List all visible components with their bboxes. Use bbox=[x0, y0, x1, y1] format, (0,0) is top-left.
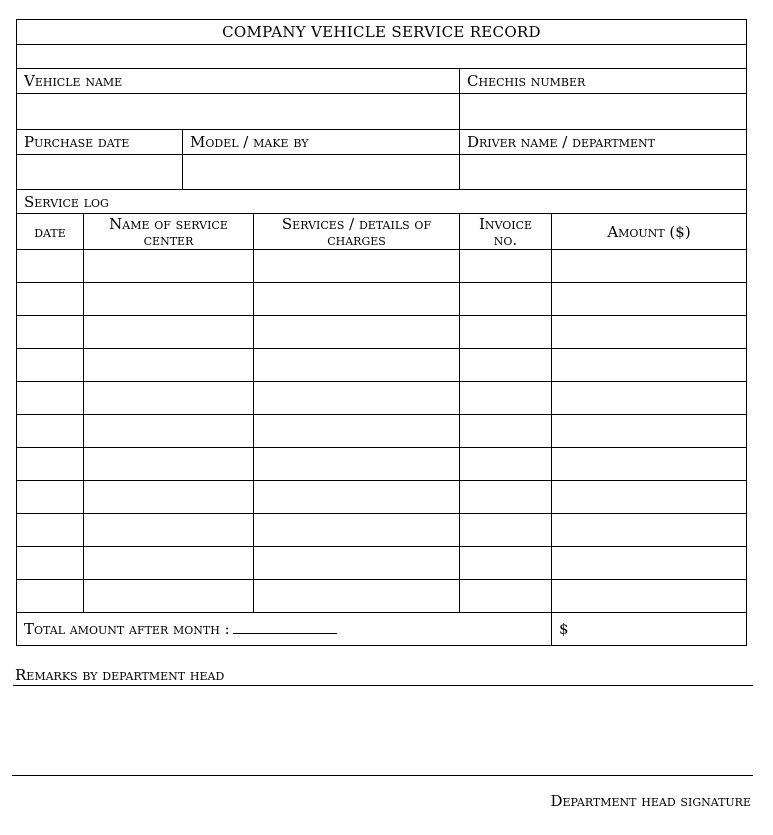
vehicle-name-field[interactable] bbox=[17, 94, 460, 130]
date-cell[interactable] bbox=[17, 514, 84, 547]
service-center-cell[interactable] bbox=[84, 316, 254, 349]
date-cell[interactable] bbox=[17, 481, 84, 514]
model-make-field[interactable] bbox=[183, 155, 460, 190]
amount-cell[interactable] bbox=[552, 349, 747, 382]
date-cell[interactable] bbox=[17, 415, 84, 448]
purchase-date-label: Purchase date bbox=[17, 130, 183, 155]
date-cell[interactable] bbox=[17, 448, 84, 481]
invoice-cell[interactable] bbox=[460, 382, 552, 415]
remarks-label: Remarks by department head bbox=[15, 666, 225, 684]
amount-cell[interactable] bbox=[552, 547, 747, 580]
invoice-cell[interactable] bbox=[460, 283, 552, 316]
service-center-cell[interactable] bbox=[84, 547, 254, 580]
chassis-number-label: Chechis number bbox=[460, 69, 747, 94]
details-cell[interactable] bbox=[254, 283, 460, 316]
date-cell[interactable] bbox=[17, 250, 84, 283]
purchase-date-field[interactable] bbox=[17, 155, 183, 190]
details-cell[interactable] bbox=[254, 382, 460, 415]
total-amount-text: Total amount after month : bbox=[24, 620, 230, 638]
table-row bbox=[17, 415, 747, 448]
service-center-cell[interactable] bbox=[84, 514, 254, 547]
table-row bbox=[17, 514, 747, 547]
service-log-header-row bbox=[17, 214, 747, 250]
amount-cell[interactable] bbox=[552, 481, 747, 514]
driver-department-field[interactable] bbox=[460, 155, 747, 190]
details-cell[interactable] bbox=[254, 250, 460, 283]
table-row bbox=[17, 316, 747, 349]
service-center-cell[interactable] bbox=[84, 481, 254, 514]
service-center-cell[interactable] bbox=[84, 448, 254, 481]
service-center-cell[interactable] bbox=[84, 415, 254, 448]
table-row bbox=[17, 448, 747, 481]
details-cell[interactable] bbox=[254, 547, 460, 580]
signature-label: Department head signature bbox=[550, 792, 751, 810]
details-cell[interactable] bbox=[254, 481, 460, 514]
invoice-cell[interactable] bbox=[460, 580, 552, 613]
amount-cell[interactable] bbox=[552, 514, 747, 547]
amount-cell[interactable] bbox=[552, 415, 747, 448]
amount-cell[interactable] bbox=[552, 382, 747, 415]
invoice-cell[interactable] bbox=[460, 448, 552, 481]
details-cell[interactable] bbox=[254, 514, 460, 547]
amount-cell[interactable] bbox=[552, 250, 747, 283]
total-month-blank[interactable] bbox=[233, 621, 337, 634]
vehicle-name-label: Vehicle name bbox=[17, 69, 460, 94]
table-row bbox=[17, 283, 747, 316]
details-cell[interactable] bbox=[254, 580, 460, 613]
date-cell[interactable] bbox=[17, 316, 84, 349]
date-cell[interactable] bbox=[17, 349, 84, 382]
table-row bbox=[17, 250, 747, 283]
table-row bbox=[17, 382, 747, 415]
total-row bbox=[17, 613, 747, 646]
invoice-cell[interactable] bbox=[460, 481, 552, 514]
model-make-label: Model / make by bbox=[183, 130, 460, 155]
col-header-invoice: Invoice no. bbox=[460, 214, 552, 250]
table-row bbox=[17, 481, 747, 514]
invoice-cell[interactable] bbox=[460, 415, 552, 448]
remarks-bottom-rule bbox=[12, 775, 753, 776]
invoice-cell[interactable] bbox=[460, 316, 552, 349]
total-amount-label bbox=[17, 613, 552, 646]
table-row bbox=[17, 349, 747, 382]
chassis-number-field[interactable] bbox=[460, 94, 747, 130]
date-cell[interactable] bbox=[17, 283, 84, 316]
table-row bbox=[17, 547, 747, 580]
service-center-cell[interactable] bbox=[84, 580, 254, 613]
amount-cell[interactable] bbox=[552, 448, 747, 481]
details-cell[interactable] bbox=[254, 316, 460, 349]
col-header-amount: Amount ($) bbox=[552, 214, 747, 250]
invoice-cell[interactable] bbox=[460, 349, 552, 382]
service-center-cell[interactable] bbox=[84, 250, 254, 283]
service-record-form bbox=[16, 19, 747, 646]
details-cell[interactable] bbox=[254, 448, 460, 481]
date-cell[interactable] bbox=[17, 580, 84, 613]
service-center-cell[interactable] bbox=[84, 283, 254, 316]
remarks-section[interactable] bbox=[13, 666, 753, 686]
details-cell[interactable] bbox=[254, 415, 460, 448]
service-center-cell[interactable] bbox=[84, 382, 254, 415]
table-row bbox=[17, 580, 747, 613]
driver-department-label: Driver name / department bbox=[460, 130, 747, 155]
service-center-cell[interactable] bbox=[84, 349, 254, 382]
col-header-service-center: Name of service center bbox=[84, 214, 254, 250]
total-amount-field[interactable] bbox=[552, 613, 747, 646]
amount-cell[interactable] bbox=[552, 580, 747, 613]
amount-cell[interactable] bbox=[552, 316, 747, 349]
invoice-cell[interactable] bbox=[460, 250, 552, 283]
invoice-cell[interactable] bbox=[460, 514, 552, 547]
invoice-cell[interactable] bbox=[460, 547, 552, 580]
spacer-row bbox=[17, 45, 747, 69]
currency-symbol: $ bbox=[559, 620, 569, 638]
date-cell[interactable] bbox=[17, 547, 84, 580]
date-cell[interactable] bbox=[17, 382, 84, 415]
service-log-label: Service log bbox=[17, 190, 747, 214]
col-header-details: Services / details of charges bbox=[254, 214, 460, 250]
details-cell[interactable] bbox=[254, 349, 460, 382]
col-header-date: date bbox=[17, 214, 84, 250]
form-title: COMPANY VEHICLE SERVICE RECORD bbox=[17, 20, 747, 45]
amount-cell[interactable] bbox=[552, 283, 747, 316]
